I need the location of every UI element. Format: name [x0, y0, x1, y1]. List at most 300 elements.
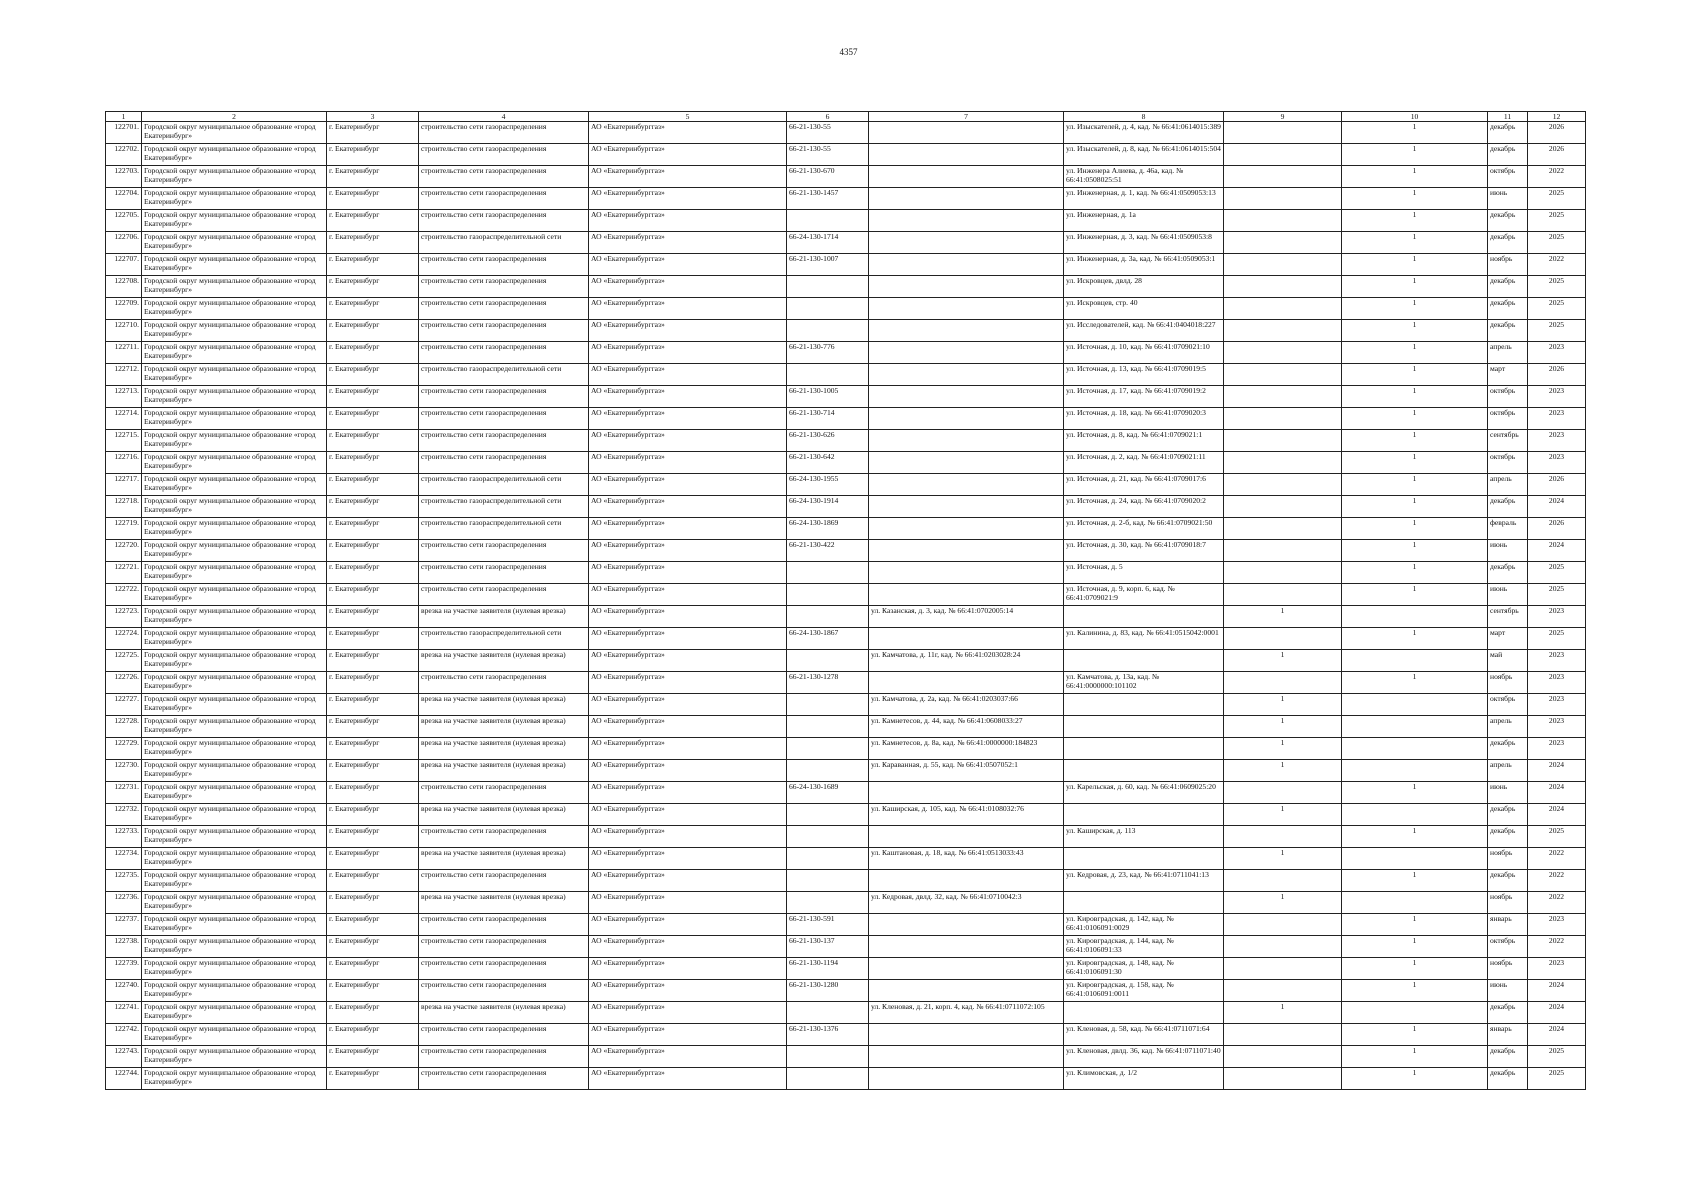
- work-type-cell: врезка на участке заявителя (нулевая врезка): [419, 650, 589, 672]
- work-type-cell: строительство сети газораспределения: [419, 188, 589, 210]
- operator-cell: АО «Екатеринбурггаз»: [589, 1024, 787, 1046]
- row-number-cell: 122702.: [106, 144, 142, 166]
- object-id-cell: 66-24-130-1689: [787, 782, 869, 804]
- object-id-cell: 66-21-130-670: [787, 166, 869, 188]
- municipality-cell: Городской округ муниципальное образование «город Екатеринбург»: [142, 122, 327, 144]
- month-cell: октябрь: [1488, 166, 1528, 188]
- count-col10-cell: 1: [1342, 298, 1488, 320]
- city-cell: г. Екатеринбург: [327, 760, 419, 782]
- address-col7-cell: [869, 232, 1064, 254]
- municipality-cell: Городской округ муниципальное образование «город Екатеринбург»: [142, 408, 327, 430]
- table-row: [106, 1024, 1586, 1046]
- operator-cell: АО «Екатеринбурггаз»: [589, 474, 787, 496]
- operator-cell: АО «Екатеринбурггаз»: [589, 892, 787, 914]
- count-col9-cell: [1224, 826, 1342, 848]
- table-row: [106, 892, 1586, 914]
- count-col10-cell: 1: [1342, 386, 1488, 408]
- municipality-cell: Городской округ муниципальное образование «город Екатеринбург»: [142, 474, 327, 496]
- table-row: [106, 320, 1586, 342]
- table-row: [106, 144, 1586, 166]
- work-type-cell: строительство сети газораспределения: [419, 320, 589, 342]
- count-col10-cell: 1: [1342, 1046, 1488, 1068]
- count-col9-cell: [1224, 958, 1342, 980]
- year-cell: 2023: [1528, 430, 1586, 452]
- month-cell: апрель: [1488, 760, 1528, 782]
- operator-cell: АО «Екатеринбурггаз»: [589, 782, 787, 804]
- row-number-cell: 122703.: [106, 166, 142, 188]
- operator-cell: АО «Екатеринбурггаз»: [589, 1068, 787, 1090]
- city-cell: г. Екатеринбург: [327, 694, 419, 716]
- object-id-cell: [787, 606, 869, 628]
- operator-cell: АО «Екатеринбурггаз»: [589, 386, 787, 408]
- row-number-cell: 122736.: [106, 892, 142, 914]
- column-header: 1: [106, 112, 142, 122]
- address-col8-cell: ул. Камчатова, д. 13а, кад. № 66:41:0000000:101102: [1064, 672, 1224, 694]
- city-cell: г. Екатеринбург: [327, 628, 419, 650]
- operator-cell: АО «Екатеринбурггаз»: [589, 650, 787, 672]
- month-cell: апрель: [1488, 342, 1528, 364]
- year-cell: 2022: [1528, 848, 1586, 870]
- city-cell: г. Екатеринбург: [327, 232, 419, 254]
- city-cell: г. Екатеринбург: [327, 386, 419, 408]
- year-cell: 2024: [1528, 980, 1586, 1002]
- municipality-cell: Городской округ муниципальное образование «город Екатеринбург»: [142, 628, 327, 650]
- table-row: [106, 562, 1586, 584]
- count-col9-cell: [1224, 232, 1342, 254]
- operator-cell: АО «Екатеринбурггаз»: [589, 826, 787, 848]
- year-cell: 2023: [1528, 342, 1586, 364]
- object-id-cell: 66-21-130-1194: [787, 958, 869, 980]
- month-cell: декабрь: [1488, 122, 1528, 144]
- municipality-cell: Городской округ муниципальное образование «город Екатеринбург»: [142, 606, 327, 628]
- object-id-cell: [787, 562, 869, 584]
- work-type-cell: строительство сети газораспределения: [419, 980, 589, 1002]
- table-row: [106, 430, 1586, 452]
- count-col9-cell: [1224, 122, 1342, 144]
- column-header: 7: [869, 112, 1064, 122]
- object-id-cell: 66-21-130-55: [787, 122, 869, 144]
- count-col10-cell: [1342, 650, 1488, 672]
- count-col10-cell: 1: [1342, 628, 1488, 650]
- table-row: [106, 540, 1586, 562]
- count-col10-cell: [1342, 760, 1488, 782]
- data-table: [105, 111, 1586, 1090]
- address-col7-cell: [869, 144, 1064, 166]
- count-col9-cell: [1224, 320, 1342, 342]
- count-col10-cell: 1: [1342, 870, 1488, 892]
- count-col9-cell: [1224, 562, 1342, 584]
- city-cell: г. Екатеринбург: [327, 408, 419, 430]
- table-row: [106, 914, 1586, 936]
- address-col8-cell: [1064, 694, 1224, 716]
- work-type-cell: строительство сети газораспределения: [419, 540, 589, 562]
- object-id-cell: [787, 804, 869, 826]
- object-id-cell: [787, 1046, 869, 1068]
- operator-cell: АО «Екатеринбурггаз»: [589, 540, 787, 562]
- year-cell: 2023: [1528, 606, 1586, 628]
- year-cell: 2026: [1528, 122, 1586, 144]
- work-type-cell: строительство газораспределительной сети: [419, 628, 589, 650]
- table-row: [106, 716, 1586, 738]
- operator-cell: АО «Екатеринбурггаз»: [589, 210, 787, 232]
- object-id-cell: [787, 584, 869, 606]
- address-col8-cell: ул. Кировградская, д. 158, кад. № 66:41:0106091:0011: [1064, 980, 1224, 1002]
- address-col7-cell: ул. Каштановая, д. 18, кад. № 66:41:0513033:43: [869, 848, 1064, 870]
- municipality-cell: Городской округ муниципальное образование «город Екатеринбург»: [142, 804, 327, 826]
- city-cell: г. Екатеринбург: [327, 496, 419, 518]
- year-cell: 2025: [1528, 276, 1586, 298]
- city-cell: г. Екатеринбург: [327, 562, 419, 584]
- address-col7-cell: [869, 870, 1064, 892]
- count-col10-cell: 1: [1342, 1024, 1488, 1046]
- work-type-cell: строительство сети газораспределения: [419, 144, 589, 166]
- row-number-cell: 122744.: [106, 1068, 142, 1090]
- row-number-cell: 122731.: [106, 782, 142, 804]
- municipality-cell: Городской округ муниципальное образование «город Екатеринбург»: [142, 232, 327, 254]
- work-type-cell: строительство сети газораспределения: [419, 298, 589, 320]
- year-cell: 2026: [1528, 144, 1586, 166]
- table-row: [106, 826, 1586, 848]
- count-col9-cell: [1224, 870, 1342, 892]
- address-col8-cell: [1064, 892, 1224, 914]
- table-row: [106, 1046, 1586, 1068]
- column-header: 5: [589, 112, 787, 122]
- address-col8-cell: [1064, 1002, 1224, 1024]
- object-id-cell: [787, 892, 869, 914]
- count-col9-cell: 1: [1224, 716, 1342, 738]
- month-cell: декабрь: [1488, 232, 1528, 254]
- object-id-cell: [787, 870, 869, 892]
- operator-cell: АО «Екатеринбурггаз»: [589, 276, 787, 298]
- year-cell: 2025: [1528, 232, 1586, 254]
- row-number-cell: 122711.: [106, 342, 142, 364]
- address-col7-cell: [869, 1068, 1064, 1090]
- object-id-cell: 66-21-130-1005: [787, 386, 869, 408]
- municipality-cell: Городской округ муниципальное образование «город Екатеринбург»: [142, 672, 327, 694]
- address-col7-cell: [869, 540, 1064, 562]
- address-col7-cell: [869, 980, 1064, 1002]
- city-cell: г. Екатеринбург: [327, 540, 419, 562]
- address-col8-cell: ул. Источная, д. 24, кад. № 66:41:0709020:2: [1064, 496, 1224, 518]
- count-col9-cell: [1224, 1068, 1342, 1090]
- municipality-cell: Городской округ муниципальное образование «город Екатеринбург»: [142, 936, 327, 958]
- column-header: 12: [1528, 112, 1586, 122]
- address-col8-cell: ул. Кировградская, д. 142, кад. № 66:41:0106091:0029: [1064, 914, 1224, 936]
- count-col10-cell: 1: [1342, 188, 1488, 210]
- month-cell: сентябрь: [1488, 430, 1528, 452]
- address-col8-cell: ул. Изыскателей, д. 4, кад. № 66:41:0614015:389: [1064, 122, 1224, 144]
- month-cell: декабрь: [1488, 804, 1528, 826]
- work-type-cell: строительство сети газораспределения: [419, 276, 589, 298]
- object-id-cell: 66-21-130-714: [787, 408, 869, 430]
- month-cell: октябрь: [1488, 408, 1528, 430]
- municipality-cell: Городской округ муниципальное образование «город Екатеринбург»: [142, 760, 327, 782]
- city-cell: г. Екатеринбург: [327, 672, 419, 694]
- work-type-cell: строительство сети газораспределения: [419, 1068, 589, 1090]
- address-col8-cell: ул. Источная, д. 18, кад. № 66:41:0709020:3: [1064, 408, 1224, 430]
- address-col8-cell: ул. Кедровая, д. 23, кад. № 66:41:0711041:13: [1064, 870, 1224, 892]
- work-type-cell: строительство сети газораспределения: [419, 386, 589, 408]
- city-cell: г. Екатеринбург: [327, 364, 419, 386]
- city-cell: г. Екатеринбург: [327, 254, 419, 276]
- count-col9-cell: [1224, 452, 1342, 474]
- work-type-cell: строительство сети газораспределения: [419, 870, 589, 892]
- year-cell: 2022: [1528, 892, 1586, 914]
- count-col10-cell: 1: [1342, 518, 1488, 540]
- month-cell: декабрь: [1488, 1002, 1528, 1024]
- column-header: 2: [142, 112, 327, 122]
- table-row: [106, 254, 1586, 276]
- operator-cell: АО «Екатеринбурггаз»: [589, 980, 787, 1002]
- municipality-cell: Городской округ муниципальное образование «город Екатеринбург»: [142, 782, 327, 804]
- table-row: [106, 958, 1586, 980]
- table-row: [106, 232, 1586, 254]
- object-id-cell: [787, 320, 869, 342]
- month-cell: ноябрь: [1488, 958, 1528, 980]
- count-col9-cell: 1: [1224, 848, 1342, 870]
- object-id-cell: 66-24-130-1714: [787, 232, 869, 254]
- month-cell: июнь: [1488, 980, 1528, 1002]
- column-header: 9: [1224, 112, 1342, 122]
- month-cell: декабрь: [1488, 1046, 1528, 1068]
- municipality-cell: Городской округ муниципальное образование «город Екатеринбург»: [142, 694, 327, 716]
- city-cell: г. Екатеринбург: [327, 958, 419, 980]
- address-col8-cell: ул. Искровцев, двлд. 28: [1064, 276, 1224, 298]
- operator-cell: АО «Екатеринбурггаз»: [589, 760, 787, 782]
- object-id-cell: 66-24-130-1955: [787, 474, 869, 496]
- object-id-cell: [787, 298, 869, 320]
- city-cell: г. Екатеринбург: [327, 320, 419, 342]
- count-col10-cell: 1: [1342, 540, 1488, 562]
- table-row: [106, 276, 1586, 298]
- address-col8-cell: ул. Кленовая, двлд. 36, кад. № 66:41:0711071:40: [1064, 1046, 1224, 1068]
- address-col8-cell: ул. Инженера Алиева, д. 46а, кад. № 66:41:0508025:51: [1064, 166, 1224, 188]
- year-cell: 2023: [1528, 716, 1586, 738]
- municipality-cell: Городской округ муниципальное образование «город Екатеринбург»: [142, 980, 327, 1002]
- count-col9-cell: [1224, 254, 1342, 276]
- count-col9-cell: [1224, 936, 1342, 958]
- operator-cell: АО «Екатеринбурггаз»: [589, 562, 787, 584]
- city-cell: г. Екатеринбург: [327, 1024, 419, 1046]
- object-id-cell: [787, 276, 869, 298]
- count-col9-cell: [1224, 628, 1342, 650]
- row-number-cell: 122730.: [106, 760, 142, 782]
- object-id-cell: [787, 210, 869, 232]
- address-col8-cell: ул. Кленовая, д. 58, кад. № 66:41:0711071:64: [1064, 1024, 1224, 1046]
- month-cell: декабрь: [1488, 870, 1528, 892]
- address-col7-cell: [869, 320, 1064, 342]
- column-header: 10: [1342, 112, 1488, 122]
- table-row: [106, 518, 1586, 540]
- address-col8-cell: [1064, 804, 1224, 826]
- work-type-cell: врезка на участке заявителя (нулевая врезка): [419, 892, 589, 914]
- year-cell: 2024: [1528, 496, 1586, 518]
- city-cell: г. Екатеринбург: [327, 584, 419, 606]
- address-col8-cell: ул. Источная, д. 21, кад. № 66:41:0709017:6: [1064, 474, 1224, 496]
- count-col9-cell: [1224, 342, 1342, 364]
- month-cell: ноябрь: [1488, 254, 1528, 276]
- object-id-cell: [787, 848, 869, 870]
- row-number-cell: 122704.: [106, 188, 142, 210]
- work-type-cell: врезка на участке заявителя (нулевая врезка): [419, 716, 589, 738]
- municipality-cell: Городской округ муниципальное образование «город Екатеринбург»: [142, 518, 327, 540]
- work-type-cell: строительство сети газораспределения: [419, 1024, 589, 1046]
- operator-cell: АО «Екатеринбурггаз»: [589, 254, 787, 276]
- municipality-cell: Городской округ муниципальное образование «город Екатеринбург»: [142, 562, 327, 584]
- count-col9-cell: [1224, 386, 1342, 408]
- count-col10-cell: [1342, 804, 1488, 826]
- city-cell: г. Екатеринбург: [327, 870, 419, 892]
- work-type-cell: врезка на участке заявителя (нулевая врезка): [419, 738, 589, 760]
- column-header: 6: [787, 112, 869, 122]
- count-col10-cell: [1342, 1002, 1488, 1024]
- city-cell: г. Екатеринбург: [327, 782, 419, 804]
- municipality-cell: Городской округ муниципальное образование «город Екатеринбург»: [142, 826, 327, 848]
- address-col8-cell: [1064, 760, 1224, 782]
- year-cell: 2024: [1528, 1024, 1586, 1046]
- address-col7-cell: [869, 672, 1064, 694]
- table-row: [106, 936, 1586, 958]
- city-cell: г. Екатеринбург: [327, 1002, 419, 1024]
- table-row: [106, 298, 1586, 320]
- object-id-cell: 66-21-130-1007: [787, 254, 869, 276]
- object-id-cell: 66-21-130-1457: [787, 188, 869, 210]
- address-col8-cell: [1064, 606, 1224, 628]
- operator-cell: АО «Екатеринбурггаз»: [589, 958, 787, 980]
- work-type-cell: строительство сети газораспределения: [419, 452, 589, 474]
- table-row: [106, 188, 1586, 210]
- municipality-cell: Городской округ муниципальное образование «город Екатеринбург»: [142, 342, 327, 364]
- operator-cell: АО «Екатеринбурггаз»: [589, 738, 787, 760]
- year-cell: 2023: [1528, 452, 1586, 474]
- table-row: [106, 210, 1586, 232]
- month-cell: декабрь: [1488, 496, 1528, 518]
- row-number-cell: 122712.: [106, 364, 142, 386]
- count-col10-cell: 1: [1342, 474, 1488, 496]
- city-cell: г. Екатеринбург: [327, 342, 419, 364]
- address-col8-cell: ул. Источная, д. 5: [1064, 562, 1224, 584]
- count-col9-cell: 1: [1224, 694, 1342, 716]
- month-cell: декабрь: [1488, 320, 1528, 342]
- month-cell: ноябрь: [1488, 672, 1528, 694]
- object-id-cell: 66-21-130-1278: [787, 672, 869, 694]
- count-col10-cell: 1: [1342, 584, 1488, 606]
- municipality-cell: Городской округ муниципальное образование «город Екатеринбург»: [142, 914, 327, 936]
- object-id-cell: 66-24-130-1869: [787, 518, 869, 540]
- address-col8-cell: [1064, 650, 1224, 672]
- table-row: [106, 870, 1586, 892]
- row-number-cell: 122722.: [106, 584, 142, 606]
- row-number-cell: 122713.: [106, 386, 142, 408]
- address-col8-cell: ул. Искровцев, стр. 40: [1064, 298, 1224, 320]
- count-col10-cell: 1: [1342, 782, 1488, 804]
- work-type-cell: строительство сети газораспределения: [419, 584, 589, 606]
- municipality-cell: Городской округ муниципальное образование «город Екатеринбург»: [142, 716, 327, 738]
- city-cell: г. Екатеринбург: [327, 452, 419, 474]
- work-type-cell: строительство сети газораспределения: [419, 254, 589, 276]
- work-type-cell: врезка на участке заявителя (нулевая врезка): [419, 694, 589, 716]
- municipality-cell: Городской округ муниципальное образование «город Екатеринбург»: [142, 276, 327, 298]
- count-col10-cell: 1: [1342, 914, 1488, 936]
- object-id-cell: 66-21-130-626: [787, 430, 869, 452]
- count-col10-cell: [1342, 716, 1488, 738]
- work-type-cell: врезка на участке заявителя (нулевая врезка): [419, 606, 589, 628]
- object-id-cell: [787, 1068, 869, 1090]
- municipality-cell: Городской округ муниципальное образование «город Екатеринбург»: [142, 584, 327, 606]
- work-type-cell: строительство сети газораспределения: [419, 782, 589, 804]
- address-col7-cell: ул. Караванная, д. 55, кад. № 66:41:0507052:1: [869, 760, 1064, 782]
- address-col8-cell: [1064, 848, 1224, 870]
- table-row: [106, 760, 1586, 782]
- address-col7-cell: [869, 518, 1064, 540]
- table-row: [106, 782, 1586, 804]
- row-number-cell: 122733.: [106, 826, 142, 848]
- city-cell: г. Екатеринбург: [327, 518, 419, 540]
- year-cell: 2026: [1528, 364, 1586, 386]
- month-cell: октябрь: [1488, 936, 1528, 958]
- address-col7-cell: [869, 584, 1064, 606]
- row-number-cell: 122721.: [106, 562, 142, 584]
- address-col7-cell: [869, 1024, 1064, 1046]
- table-row: [106, 364, 1586, 386]
- city-cell: г. Екатеринбург: [327, 848, 419, 870]
- count-col9-cell: [1224, 496, 1342, 518]
- row-number-cell: 122737.: [106, 914, 142, 936]
- count-col9-cell: [1224, 298, 1342, 320]
- address-col7-cell: [869, 210, 1064, 232]
- address-col7-cell: ул. Казанская, д. 3, кад. № 66:41:0702005:14: [869, 606, 1064, 628]
- address-col8-cell: ул. Климовская, д. 1/2: [1064, 1068, 1224, 1090]
- year-cell: 2022: [1528, 166, 1586, 188]
- year-cell: 2023: [1528, 386, 1586, 408]
- address-col8-cell: ул. Источная, д. 2, кад. № 66:41:0709021:11: [1064, 452, 1224, 474]
- count-col10-cell: [1342, 892, 1488, 914]
- address-col7-cell: [869, 122, 1064, 144]
- work-type-cell: строительство сети газораспределения: [419, 430, 589, 452]
- address-col8-cell: ул. Источная, д. 30, кад. № 66:41:0709018:7: [1064, 540, 1224, 562]
- municipality-cell: Городской округ муниципальное образование «город Екатеринбург»: [142, 892, 327, 914]
- municipality-cell: Городской округ муниципальное образование «город Екатеринбург»: [142, 1024, 327, 1046]
- table-row: [106, 386, 1586, 408]
- operator-cell: АО «Екатеринбурггаз»: [589, 518, 787, 540]
- count-col10-cell: 1: [1342, 364, 1488, 386]
- work-type-cell: строительство газораспределительной сети: [419, 364, 589, 386]
- work-type-cell: строительство газораспределительной сети: [419, 496, 589, 518]
- address-col7-cell: ул. Камнетесов, д. 44, кад. № 66:41:0608033:27: [869, 716, 1064, 738]
- operator-cell: АО «Екатеринбурггаз»: [589, 122, 787, 144]
- count-col10-cell: 1: [1342, 452, 1488, 474]
- address-col8-cell: ул. Изыскателей, д. 8, кад. № 66:41:0614015:504: [1064, 144, 1224, 166]
- work-type-cell: врезка на участке заявителя (нулевая врезка): [419, 1002, 589, 1024]
- municipality-cell: Городской округ муниципальное образование «город Екатеринбург»: [142, 364, 327, 386]
- municipality-cell: Городской округ муниципальное образование «город Екатеринбург»: [142, 848, 327, 870]
- year-cell: 2023: [1528, 738, 1586, 760]
- address-col8-cell: ул. Источная, д. 9, корп. 6, кад. № 66:41:0709021:9: [1064, 584, 1224, 606]
- work-type-cell: строительство сети газораспределения: [419, 958, 589, 980]
- row-number-cell: 122708.: [106, 276, 142, 298]
- work-type-cell: строительство сети газораспределения: [419, 166, 589, 188]
- address-col8-cell: ул. Инженерная, д. 1а: [1064, 210, 1224, 232]
- address-col7-cell: ул. Камнетесов, д. 8а, кад. № 66:41:0000000:184823: [869, 738, 1064, 760]
- table-row: [106, 452, 1586, 474]
- address-col8-cell: ул. Карельская, д. 60, кад. № 66:41:0609025:20: [1064, 782, 1224, 804]
- municipality-cell: Городской округ муниципальное образование «город Екатеринбург»: [142, 166, 327, 188]
- row-number-cell: 122743.: [106, 1046, 142, 1068]
- operator-cell: АО «Екатеринбурггаз»: [589, 320, 787, 342]
- month-cell: март: [1488, 628, 1528, 650]
- count-col9-cell: 1: [1224, 738, 1342, 760]
- row-number-cell: 122718.: [106, 496, 142, 518]
